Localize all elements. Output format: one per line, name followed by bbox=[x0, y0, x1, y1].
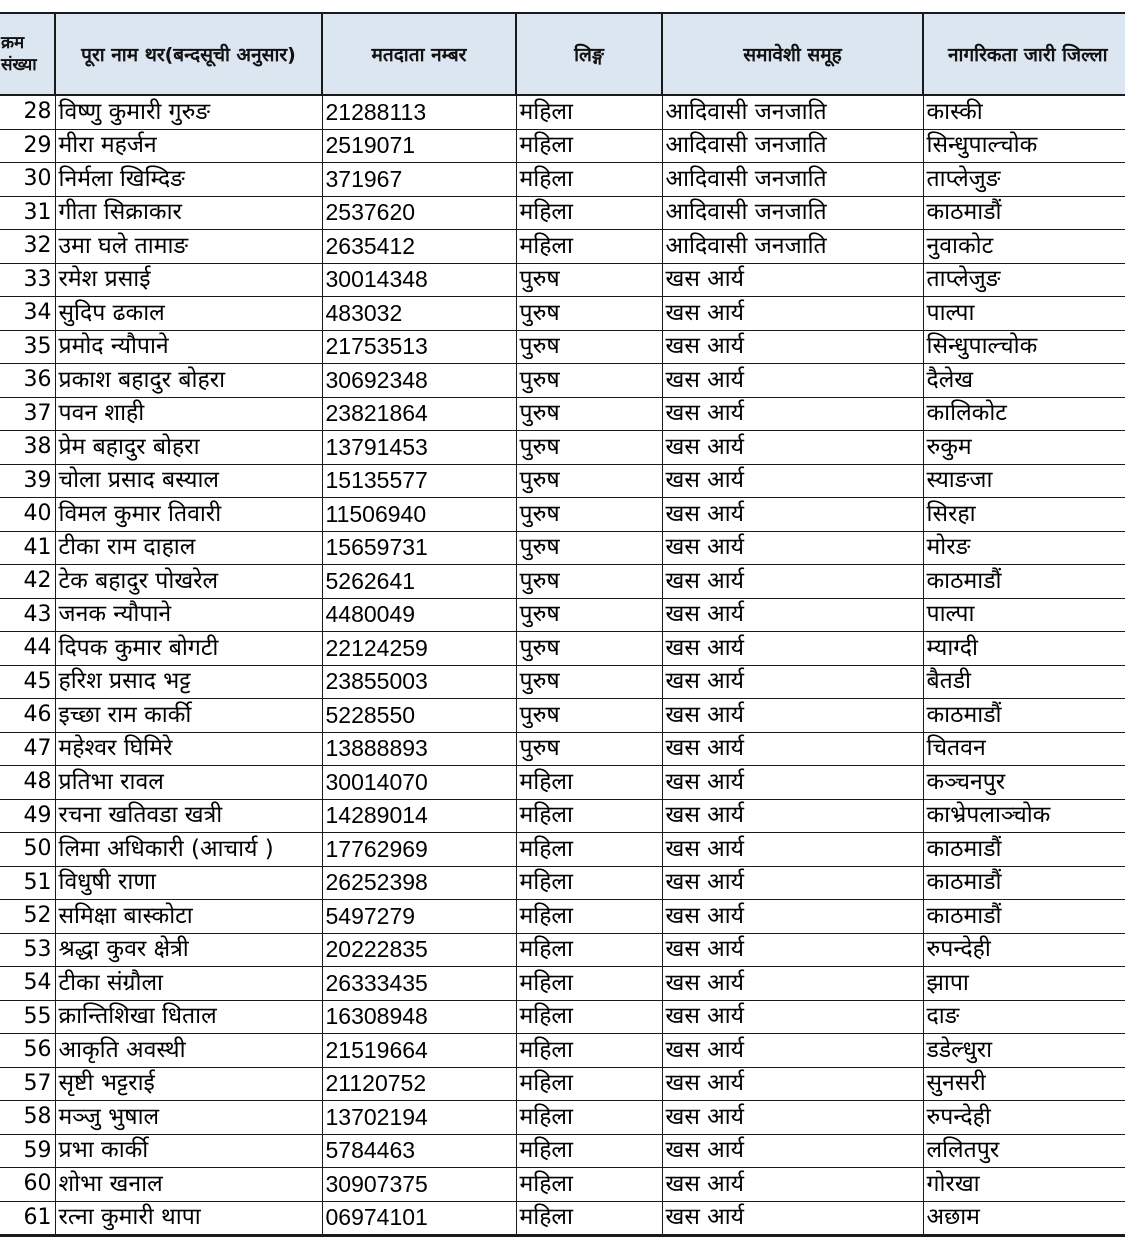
cell-voter-number: 2635412 bbox=[322, 230, 516, 264]
header-citizenship-district: नागरिकता जारी जिल्ला bbox=[923, 13, 1125, 95]
cell-voter-number: 21120752 bbox=[322, 1067, 516, 1101]
cell-inclusive-group: खस आर्य bbox=[662, 397, 923, 431]
cell-full-name: समिक्षा बास्कोटा bbox=[55, 900, 322, 934]
cell-citizenship-district: म्याग्दी bbox=[923, 632, 1125, 666]
cell-inclusive-group: खस आर्य bbox=[662, 933, 923, 967]
cell-inclusive-group: खस आर्य bbox=[662, 766, 923, 800]
cell-full-name: विष्णु कुमारी गुरुङ bbox=[55, 95, 322, 129]
cell-citizenship-district: झापा bbox=[923, 967, 1125, 1001]
cell-citizenship-district: काठमाडौं bbox=[923, 699, 1125, 733]
table-row bbox=[0, 1134, 1125, 1168]
cell-inclusive-group: खस आर्य bbox=[662, 498, 923, 532]
cell-full-name: आकृति अवस्थी bbox=[55, 1034, 322, 1068]
table-row bbox=[0, 766, 1125, 800]
cell-inclusive-group: खस आर्य bbox=[662, 1201, 923, 1236]
cell-full-name: रत्ना कुमारी थापा bbox=[55, 1201, 322, 1236]
cell-gender: पुरुष bbox=[516, 364, 662, 398]
cell-voter-number: 5228550 bbox=[322, 699, 516, 733]
cell-gender: महिला bbox=[516, 833, 662, 867]
cell-serial-number: 40 bbox=[0, 498, 55, 532]
cell-inclusive-group: खस आर्य bbox=[662, 1000, 923, 1034]
cell-full-name: जनक न्यौपाने bbox=[55, 598, 322, 632]
cell-voter-number: 30014348 bbox=[322, 263, 516, 297]
cell-gender: पुरुष bbox=[516, 732, 662, 766]
cell-inclusive-group: खस आर्य bbox=[662, 833, 923, 867]
cell-citizenship-district: ललितपुर bbox=[923, 1134, 1125, 1168]
cell-full-name: निर्मला खिम्दिङ bbox=[55, 163, 322, 197]
cell-gender: पुरुष bbox=[516, 699, 662, 733]
cell-serial-number: 55 bbox=[0, 1000, 55, 1034]
cell-voter-number: 13888893 bbox=[322, 732, 516, 766]
cell-serial-number: 37 bbox=[0, 397, 55, 431]
cell-citizenship-district: काठमाडौं bbox=[923, 196, 1125, 230]
candidate-list-sheet bbox=[0, 12, 1125, 1237]
cell-gender: पुरुष bbox=[516, 531, 662, 565]
cell-citizenship-district: काठमाडौं bbox=[923, 900, 1125, 934]
cell-inclusive-group: खस आर्य bbox=[662, 1101, 923, 1135]
cell-inclusive-group: खस आर्य bbox=[662, 799, 923, 833]
cell-citizenship-district: ताप्लेजुङ bbox=[923, 163, 1125, 197]
cell-serial-number: 49 bbox=[0, 799, 55, 833]
cell-inclusive-group: आदिवासी जनजाति bbox=[662, 196, 923, 230]
cell-full-name: मीरा महर्जन bbox=[55, 129, 322, 163]
cell-voter-number: 4480049 bbox=[322, 598, 516, 632]
cell-voter-number: 20222835 bbox=[322, 933, 516, 967]
cell-citizenship-district: कञ्चनपुर bbox=[923, 766, 1125, 800]
table-row bbox=[0, 95, 1125, 129]
cell-gender: महिला bbox=[516, 799, 662, 833]
cell-inclusive-group: खस आर्य bbox=[662, 364, 923, 398]
cell-gender: महिला bbox=[516, 1000, 662, 1034]
cell-voter-number: 483032 bbox=[322, 297, 516, 331]
cell-voter-number: 21519664 bbox=[322, 1034, 516, 1068]
cell-full-name: महेश्वर घिमिरे bbox=[55, 732, 322, 766]
table-row bbox=[0, 833, 1125, 867]
table-row bbox=[0, 297, 1125, 331]
cell-serial-number: 39 bbox=[0, 464, 55, 498]
table-row bbox=[0, 129, 1125, 163]
cell-citizenship-district: रुपन्देही bbox=[923, 933, 1125, 967]
table-row bbox=[0, 665, 1125, 699]
cell-inclusive-group: खस आर्य bbox=[662, 632, 923, 666]
cell-gender: पुरुष bbox=[516, 665, 662, 699]
cell-citizenship-district: काभ्रेपलाञ्चोक bbox=[923, 799, 1125, 833]
header-serial-line2: संख्या bbox=[1, 55, 37, 75]
table-row bbox=[0, 230, 1125, 264]
cell-voter-number: 30692348 bbox=[322, 364, 516, 398]
cell-gender: महिला bbox=[516, 766, 662, 800]
table-row bbox=[0, 1034, 1125, 1068]
cell-citizenship-district: कास्की bbox=[923, 95, 1125, 129]
cell-inclusive-group: आदिवासी जनजाति bbox=[662, 163, 923, 197]
cell-citizenship-district: कालिकोट bbox=[923, 397, 1125, 431]
table-row bbox=[0, 1201, 1125, 1236]
cell-full-name: विधुषी राणा bbox=[55, 866, 322, 900]
cell-serial-number: 51 bbox=[0, 866, 55, 900]
cell-serial-number: 48 bbox=[0, 766, 55, 800]
cell-voter-number: 13702194 bbox=[322, 1101, 516, 1135]
table-row bbox=[0, 263, 1125, 297]
cell-full-name: प्रतिभा रावल bbox=[55, 766, 322, 800]
cell-citizenship-district: गोरखा bbox=[923, 1168, 1125, 1202]
table-row bbox=[0, 464, 1125, 498]
cell-full-name: लिमा अधिकारी (आचार्य ) bbox=[55, 833, 322, 867]
cell-serial-number: 59 bbox=[0, 1134, 55, 1168]
cell-voter-number: 16308948 bbox=[322, 1000, 516, 1034]
cell-inclusive-group: खस आर्य bbox=[662, 900, 923, 934]
cell-gender: पुरुष bbox=[516, 330, 662, 364]
cell-gender: महिला bbox=[516, 1101, 662, 1135]
header-voter-number: मतदाता नम्बर bbox=[322, 13, 516, 95]
candidate-table bbox=[0, 12, 1125, 1237]
table-body bbox=[0, 95, 1125, 1236]
cell-serial-number: 46 bbox=[0, 699, 55, 733]
cell-full-name: टीका संग्रौला bbox=[55, 967, 322, 1001]
cell-voter-number: 26333435 bbox=[322, 967, 516, 1001]
cell-citizenship-district: सिन्धुपाल्चोक bbox=[923, 129, 1125, 163]
cell-inclusive-group: खस आर्य bbox=[662, 531, 923, 565]
cell-full-name: रमेश प्रसाई bbox=[55, 263, 322, 297]
table-row bbox=[0, 431, 1125, 465]
cell-gender: पुरुष bbox=[516, 431, 662, 465]
cell-inclusive-group: खस आर्य bbox=[662, 464, 923, 498]
cell-voter-number: 5262641 bbox=[322, 565, 516, 599]
cell-gender: महिला bbox=[516, 1067, 662, 1101]
cell-inclusive-group: खस आर्य bbox=[662, 1067, 923, 1101]
cell-citizenship-district: चितवन bbox=[923, 732, 1125, 766]
cell-inclusive-group: खस आर्य bbox=[662, 1168, 923, 1202]
cell-gender: महिला bbox=[516, 163, 662, 197]
cell-full-name: हरिश प्रसाद भट्ट bbox=[55, 665, 322, 699]
cell-serial-number: 44 bbox=[0, 632, 55, 666]
table-row bbox=[0, 1000, 1125, 1034]
cell-gender: महिला bbox=[516, 1201, 662, 1236]
cell-serial-number: 33 bbox=[0, 263, 55, 297]
table-row bbox=[0, 799, 1125, 833]
table-row bbox=[0, 866, 1125, 900]
cell-voter-number: 371967 bbox=[322, 163, 516, 197]
cell-serial-number: 42 bbox=[0, 565, 55, 599]
table-row bbox=[0, 565, 1125, 599]
table-row bbox=[0, 1168, 1125, 1202]
cell-gender: महिला bbox=[516, 866, 662, 900]
cell-voter-number: 23855003 bbox=[322, 665, 516, 699]
cell-serial-number: 50 bbox=[0, 833, 55, 867]
cell-inclusive-group: खस आर्य bbox=[662, 699, 923, 733]
header-serial-line1: क्रम bbox=[1, 33, 25, 53]
table-row bbox=[0, 364, 1125, 398]
cell-voter-number: 23821864 bbox=[322, 397, 516, 431]
cell-inclusive-group: खस आर्य bbox=[662, 1034, 923, 1068]
cell-gender: महिला bbox=[516, 1034, 662, 1068]
cell-voter-number: 5784463 bbox=[322, 1134, 516, 1168]
cell-inclusive-group: खस आर्य bbox=[662, 967, 923, 1001]
cell-full-name: श्रद्धा कुवर क्षेत्री bbox=[55, 933, 322, 967]
cell-gender: पुरुष bbox=[516, 565, 662, 599]
header-full-name: पूरा नाम थर(बन्दसूची अनुसार) bbox=[55, 13, 322, 95]
cell-gender: पुरुष bbox=[516, 263, 662, 297]
cell-inclusive-group: खस आर्य bbox=[662, 330, 923, 364]
cell-full-name: टीका राम दाहाल bbox=[55, 531, 322, 565]
cell-full-name: क्रान्तिशिखा धिताल bbox=[55, 1000, 322, 1034]
cell-citizenship-district: डडेल्धुरा bbox=[923, 1034, 1125, 1068]
header-gender: लिङ्ग bbox=[516, 13, 662, 95]
cell-full-name: दिपक कुमार बोगटी bbox=[55, 632, 322, 666]
cell-full-name: प्रभा कार्की bbox=[55, 1134, 322, 1168]
cell-gender: महिला bbox=[516, 967, 662, 1001]
cell-gender: पुरुष bbox=[516, 297, 662, 331]
cell-voter-number: 30907375 bbox=[322, 1168, 516, 1202]
cell-voter-number: 2519071 bbox=[322, 129, 516, 163]
cell-citizenship-district: दाङ bbox=[923, 1000, 1125, 1034]
cell-full-name: मञ्जु भुषाल bbox=[55, 1101, 322, 1135]
cell-full-name: गीता सिक्राकार bbox=[55, 196, 322, 230]
cell-citizenship-district: मोरङ bbox=[923, 531, 1125, 565]
cell-voter-number: 22124259 bbox=[322, 632, 516, 666]
cell-serial-number: 38 bbox=[0, 431, 55, 465]
cell-full-name: रचना खतिवडा खत्री bbox=[55, 799, 322, 833]
table-row bbox=[0, 933, 1125, 967]
cell-serial-number: 56 bbox=[0, 1034, 55, 1068]
cell-voter-number: 26252398 bbox=[322, 866, 516, 900]
cell-voter-number: 15135577 bbox=[322, 464, 516, 498]
cell-voter-number: 15659731 bbox=[322, 531, 516, 565]
cell-serial-number: 61 bbox=[0, 1201, 55, 1236]
cell-voter-number: 21288113 bbox=[322, 95, 516, 129]
cell-inclusive-group: खस आर्य bbox=[662, 665, 923, 699]
cell-serial-number: 36 bbox=[0, 364, 55, 398]
cell-serial-number: 30 bbox=[0, 163, 55, 197]
table-row bbox=[0, 196, 1125, 230]
cell-citizenship-district: काठमाडौं bbox=[923, 565, 1125, 599]
cell-citizenship-district: बैतडी bbox=[923, 665, 1125, 699]
table-row bbox=[0, 498, 1125, 532]
cell-gender: महिला bbox=[516, 900, 662, 934]
cell-serial-number: 58 bbox=[0, 1101, 55, 1135]
table-row bbox=[0, 900, 1125, 934]
cell-voter-number: 30014070 bbox=[322, 766, 516, 800]
cell-inclusive-group: खस आर्य bbox=[662, 297, 923, 331]
cell-serial-number: 32 bbox=[0, 230, 55, 264]
cell-serial-number: 34 bbox=[0, 297, 55, 331]
table-row bbox=[0, 163, 1125, 197]
cell-serial-number: 43 bbox=[0, 598, 55, 632]
cell-gender: महिला bbox=[516, 129, 662, 163]
cell-full-name: उमा घले तामाङ bbox=[55, 230, 322, 264]
cell-full-name: पवन शाही bbox=[55, 397, 322, 431]
cell-citizenship-district: रुकुम bbox=[923, 431, 1125, 465]
cell-citizenship-district: पाल्पा bbox=[923, 598, 1125, 632]
cell-inclusive-group: खस आर्य bbox=[662, 866, 923, 900]
table-row bbox=[0, 531, 1125, 565]
cell-inclusive-group: खस आर्य bbox=[662, 431, 923, 465]
cell-citizenship-district: सिरहा bbox=[923, 498, 1125, 532]
cell-inclusive-group: आदिवासी जनजाति bbox=[662, 230, 923, 264]
cell-gender: महिला bbox=[516, 1168, 662, 1202]
table-row bbox=[0, 632, 1125, 666]
cell-full-name: विमल कुमार तिवारी bbox=[55, 498, 322, 532]
table-row bbox=[0, 967, 1125, 1001]
cell-full-name: इच्छा राम कार्की bbox=[55, 699, 322, 733]
cell-gender: पुरुष bbox=[516, 498, 662, 532]
cell-gender: पुरुष bbox=[516, 397, 662, 431]
cell-serial-number: 54 bbox=[0, 967, 55, 1001]
cell-voter-number: 17762969 bbox=[322, 833, 516, 867]
cell-inclusive-group: आदिवासी जनजाति bbox=[662, 129, 923, 163]
cell-serial-number: 52 bbox=[0, 900, 55, 934]
cell-citizenship-district: पाल्पा bbox=[923, 297, 1125, 331]
table-row bbox=[0, 732, 1125, 766]
cell-citizenship-district: काठमाडौं bbox=[923, 866, 1125, 900]
cell-serial-number: 53 bbox=[0, 933, 55, 967]
cell-full-name: शोभा खनाल bbox=[55, 1168, 322, 1202]
cell-serial-number: 29 bbox=[0, 129, 55, 163]
header-inclusive-group: समावेशी समूह bbox=[662, 13, 923, 95]
cell-voter-number: 2537620 bbox=[322, 196, 516, 230]
cell-serial-number: 31 bbox=[0, 196, 55, 230]
cell-voter-number: 13791453 bbox=[322, 431, 516, 465]
table-row bbox=[0, 1101, 1125, 1135]
cell-gender: महिला bbox=[516, 95, 662, 129]
cell-full-name: चोला प्रसाद बस्याल bbox=[55, 464, 322, 498]
cell-serial-number: 47 bbox=[0, 732, 55, 766]
cell-inclusive-group: खस आर्य bbox=[662, 732, 923, 766]
cell-serial-number: 57 bbox=[0, 1067, 55, 1101]
cell-serial-number: 45 bbox=[0, 665, 55, 699]
cell-voter-number: 06974101 bbox=[322, 1201, 516, 1236]
cell-full-name: टेक बहादुर पोखरेल bbox=[55, 565, 322, 599]
cell-citizenship-district: सिन्धुपाल्चोक bbox=[923, 330, 1125, 364]
cell-voter-number: 11506940 bbox=[322, 498, 516, 532]
cell-serial-number: 28 bbox=[0, 95, 55, 129]
cell-gender: महिला bbox=[516, 196, 662, 230]
cell-full-name: प्रमोद न्यौपाने bbox=[55, 330, 322, 364]
table-row bbox=[0, 397, 1125, 431]
cell-citizenship-district: नुवाकोट bbox=[923, 230, 1125, 264]
cell-citizenship-district: काठमाडौं bbox=[923, 833, 1125, 867]
cell-gender: महिला bbox=[516, 230, 662, 264]
cell-voter-number: 14289014 bbox=[322, 799, 516, 833]
table-row bbox=[0, 1067, 1125, 1101]
cell-voter-number: 21753513 bbox=[322, 330, 516, 364]
cell-gender: महिला bbox=[516, 933, 662, 967]
cell-citizenship-district: अछाम bbox=[923, 1201, 1125, 1236]
cell-inclusive-group: खस आर्य bbox=[662, 263, 923, 297]
cell-full-name: प्रकाश बहादुर बोहरा bbox=[55, 364, 322, 398]
cell-full-name: सृष्टी भट्टराई bbox=[55, 1067, 322, 1101]
cell-gender: महिला bbox=[516, 1134, 662, 1168]
table-row bbox=[0, 330, 1125, 364]
table-row bbox=[0, 699, 1125, 733]
cell-serial-number: 60 bbox=[0, 1168, 55, 1202]
cell-inclusive-group: खस आर्य bbox=[662, 1134, 923, 1168]
cell-gender: पुरुष bbox=[516, 598, 662, 632]
cell-serial-number: 35 bbox=[0, 330, 55, 364]
cell-gender: पुरुष bbox=[516, 464, 662, 498]
cell-citizenship-district: स्याङजा bbox=[923, 464, 1125, 498]
cell-citizenship-district: ताप्लेजुङ bbox=[923, 263, 1125, 297]
header-row bbox=[0, 13, 1125, 95]
cell-inclusive-group: खस आर्य bbox=[662, 598, 923, 632]
cell-full-name: सुदिप ढकाल bbox=[55, 297, 322, 331]
cell-inclusive-group: आदिवासी जनजाति bbox=[662, 95, 923, 129]
table-row bbox=[0, 598, 1125, 632]
header-serial-number bbox=[0, 13, 55, 95]
cell-inclusive-group: खस आर्य bbox=[662, 565, 923, 599]
cell-gender: पुरुष bbox=[516, 632, 662, 666]
cell-citizenship-district: दैलेख bbox=[923, 364, 1125, 398]
cell-full-name: प्रेम बहादुर बोहरा bbox=[55, 431, 322, 465]
cell-serial-number: 41 bbox=[0, 531, 55, 565]
cell-voter-number: 5497279 bbox=[322, 900, 516, 934]
cell-citizenship-district: सुनसरी bbox=[923, 1067, 1125, 1101]
cell-citizenship-district: रुपन्देही bbox=[923, 1101, 1125, 1135]
